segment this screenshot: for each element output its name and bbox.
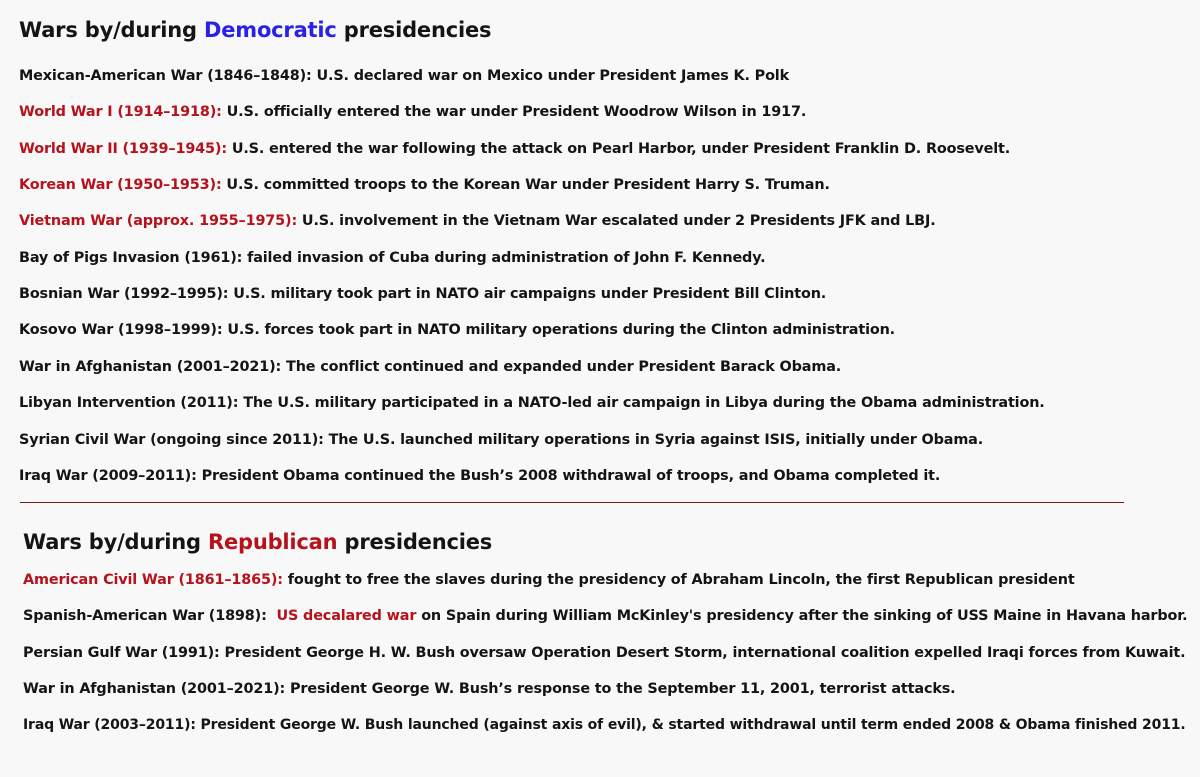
war-description: fought to free the slaves during the presidency of Abraham Lincoln, the first Republican president — [282, 572, 1075, 588]
war-description: President George W. Bush’s response to the September 11, 2001, terrorist attacks. — [285, 681, 956, 697]
section-divider — [20, 502, 1124, 503]
war-entry-syria — [19, 430, 983, 450]
war-description: U.S. committed troops to the Korean War under President Harry S. Truman. — [221, 177, 830, 193]
republican-section-title — [23, 528, 492, 556]
war-entry-afghanistan-dem — [19, 357, 841, 377]
war-description: U.S. entered the war following the attack on Pearl Harbor, under President Franklin D. Roosevelt. — [226, 141, 1011, 157]
war-entry-wwii — [19, 139, 1010, 159]
war-description: The conflict continued and expanded under President Barack Obama. — [281, 359, 842, 375]
war-label: Bay of Pigs Invasion (1961): — [19, 250, 243, 266]
war-entry-korean — [19, 175, 830, 195]
war-entry-civil-war — [23, 570, 1075, 590]
war-label: World War I (1914–1918): — [19, 104, 227, 120]
war-description: U.S. officially entered the war under President Woodrow Wilson in 1917. — [226, 104, 807, 120]
war-label: Libyan Intervention (2011): — [19, 395, 239, 411]
war-description: President George H. W. Bush oversaw Operation Desert Storm, international coalition expelled Iraqi forces from Kuwait. — [219, 645, 1186, 661]
democratic-party-name: Democratic — [203, 18, 337, 42]
war-label: Spanish-American War (1898): — [23, 608, 267, 624]
war-label: Mexican-American War (1846–1848): — [19, 68, 312, 84]
war-description: on Spain during William McKinley's presidency after the sinking of USS Maine in Havana harbor. — [416, 608, 1188, 624]
democratic-title-prefix: Wars by/during — [19, 18, 204, 42]
war-entry-spanish-american — [23, 606, 1187, 626]
war-entry-persian-gulf — [23, 643, 1185, 663]
war-label: Kosovo War (1998–1999): — [19, 322, 223, 338]
war-entry-afghanistan-rep — [23, 679, 956, 699]
democratic-section-title — [19, 16, 491, 44]
war-label: War in Afghanistan (2001–2021): — [23, 681, 286, 697]
war-entry-vietnam — [19, 211, 936, 231]
war-label: Iraq War (2003–2011): — [23, 717, 196, 733]
war-label: Syrian Civil War (ongoing since 2011): — [19, 432, 324, 448]
war-entry-iraq-dem — [19, 466, 940, 486]
war-description: U.S. declared war on Mexico under President James K. Polk — [311, 68, 790, 84]
war-description: U.S. forces took part in NATO military operations during the Clinton administration. — [222, 322, 896, 338]
war-label: Korean War (1950–1953): — [19, 177, 222, 193]
war-label: War in Afghanistan (2001–2021): — [19, 359, 282, 375]
war-entry-iraq-rep — [23, 715, 1186, 735]
war-description: President Obama continued the Bush’s 2008 withdrawal of troops, and Obama completed it. — [196, 468, 941, 484]
war-label: Iraq War (2009–2011): — [19, 468, 197, 484]
war-description: U.S. military took part in NATO air campaigns under President Bill Clinton. — [228, 286, 827, 302]
republican-title-suffix: presidencies — [337, 530, 493, 554]
war-label: World War II (1939–1945): — [19, 141, 227, 157]
republican-party-name: Republican — [207, 530, 338, 554]
war-description: The U.S. launched military operations in Syria against ISIS, initially under Obama. — [323, 432, 984, 448]
war-description: U.S. involvement in the Vietnam War escalated under 2 Presidents JFK and LBJ. — [297, 213, 936, 229]
war-entry-kosovo — [19, 320, 895, 340]
war-description: President George W. Bush launched (against axis of evil), & started withdrawal until term ended 2008 & Obama finished 2011. — [195, 717, 1186, 733]
war-label: Vietnam War (approx. 1955–1975): — [19, 213, 298, 229]
war-label: Persian Gulf War (1991): — [23, 645, 220, 661]
war-highlight: US decalared war — [276, 608, 417, 624]
war-description: The U.S. military participated in a NATO-led air campaign in Libya during the Obama administration. — [238, 395, 1045, 411]
war-description: failed invasion of Cuba during administration of John F. Kennedy. — [242, 250, 766, 266]
democratic-title-suffix: presidencies — [336, 18, 492, 42]
war-entry-wwi — [19, 102, 806, 122]
war-entry-bay-of-pigs — [19, 248, 765, 268]
war-label: American Civil War (1861–1865): — [23, 572, 283, 588]
republican-title-prefix: Wars by/during — [23, 530, 208, 554]
war-entry-mexican-american — [19, 66, 789, 86]
war-label: Bosnian War (1992–1995): — [19, 286, 229, 302]
war-entry-bosnian — [19, 284, 826, 304]
war-entry-libya — [19, 393, 1045, 413]
